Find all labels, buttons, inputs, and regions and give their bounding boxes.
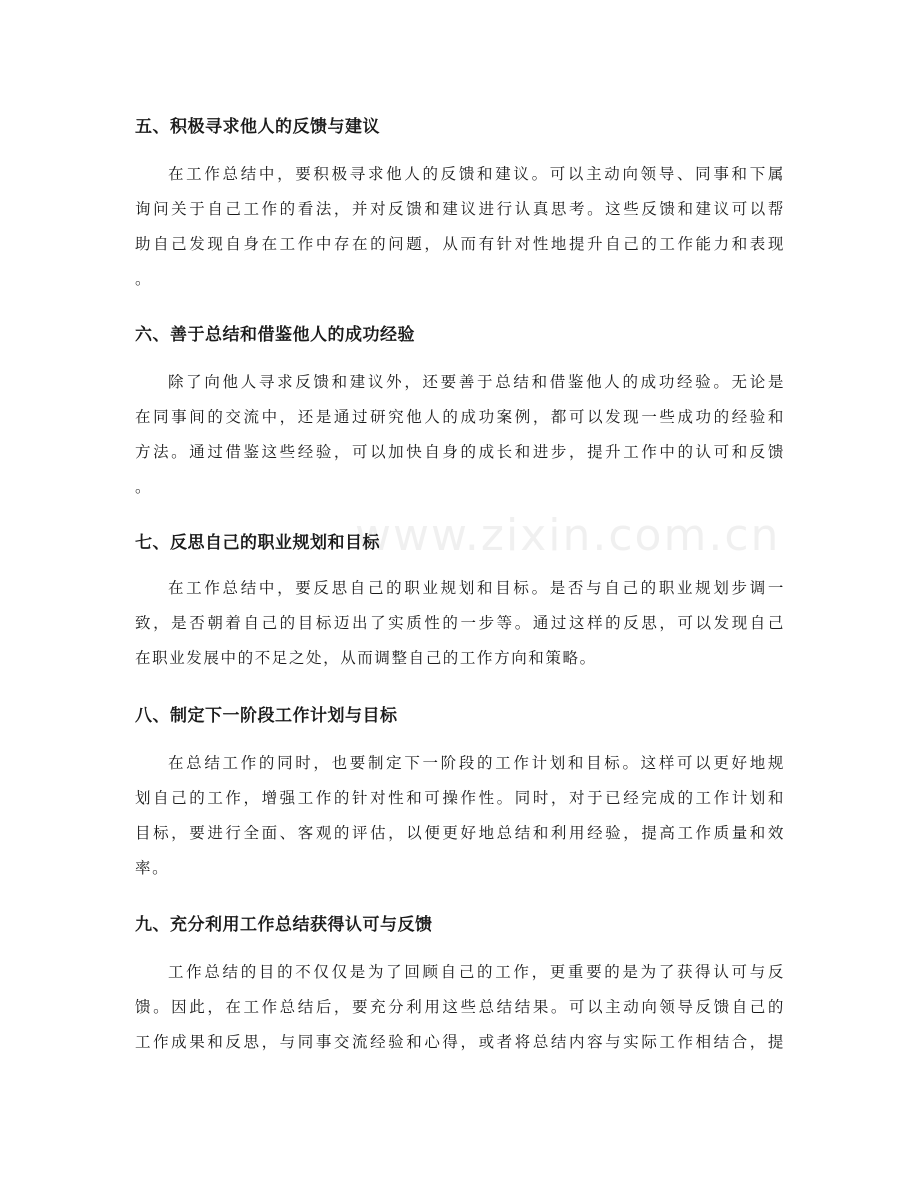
paragraph-line: 工作成果和反思，与同事交流经验和心得，或者将总结内容与实际工作相结合，提 bbox=[135, 1033, 785, 1051]
section-heading: 五、积极寻求他人的反馈与建议 bbox=[135, 117, 380, 137]
paragraph-line: 在工作总结中，要反思自己的职业规划和目标。是否与自己的职业规划步调一 bbox=[168, 579, 785, 597]
section-heading: 六、善于总结和借鉴他人的成功经验 bbox=[135, 325, 415, 345]
paragraph-line: 。 bbox=[135, 478, 153, 496]
paragraph-line: 致，是否朝着自己的目标迈出了实质性的一步等。通过这样的反思，可以发现自己 bbox=[135, 614, 785, 632]
paragraph-line: 在职业发展中的不足之处，从而调整自己的工作方向和策略。 bbox=[135, 649, 597, 667]
paragraph-line: 在工作总结中，要积极寻求他人的反馈和建议。可以主动向领导、同事和下属 bbox=[168, 165, 785, 183]
paragraph-line: 除了向他人寻求反馈和建议外，还要善于总结和借鉴他人的成功经验。无论是 bbox=[168, 373, 785, 391]
paragraph-line: 率。 bbox=[135, 859, 170, 877]
paragraph-line: 方法。通过借鉴这些经验，可以加快自身的成长和进步，提升工作中的认可和反馈 bbox=[135, 443, 785, 461]
paragraph-line: 。 bbox=[135, 270, 153, 288]
paragraph-line: 在总结工作的同时，也要制定下一阶段的工作计划和目标。这样可以更好地规 bbox=[168, 754, 785, 772]
paragraph-line: 在同事间的交流中，还是通过研究他人的成功案例，都可以发现一些成功的经验和 bbox=[135, 408, 785, 426]
paragraph-line: 目标，要进行全面、客观的评估，以便更好地总结和利用经验，提高工作质量和效 bbox=[135, 824, 785, 842]
paragraph-line: 馈。因此，在工作总结后，要充分利用这些总结结果。可以主动向领导反馈自己的 bbox=[135, 998, 785, 1016]
paragraph-line: 划自己的工作，增强工作的针对性和可操作性。同时，对于已经完成的工作计划和 bbox=[135, 789, 785, 807]
paragraph-line: 工作总结的目的不仅仅是为了回顾自己的工作，更重要的是为了获得认可与反 bbox=[168, 963, 785, 981]
section-heading: 八、制定下一阶段工作计划与目标 bbox=[135, 706, 398, 726]
paragraph-line: 助自己发现自身在工作中存在的问题，从而有针对性地提升自己的工作能力和表现 bbox=[135, 235, 785, 253]
section-heading: 七、反思自己的职业规划和目标 bbox=[135, 533, 380, 553]
watermark: www.zixin.com.cn bbox=[355, 510, 781, 561]
section-heading: 九、充分利用工作总结获得认可与反馈 bbox=[135, 915, 433, 935]
paragraph-line: 询问关于自己工作的看法，并对反馈和建议进行认真思考。这些反馈和建议可以帮 bbox=[135, 200, 785, 218]
